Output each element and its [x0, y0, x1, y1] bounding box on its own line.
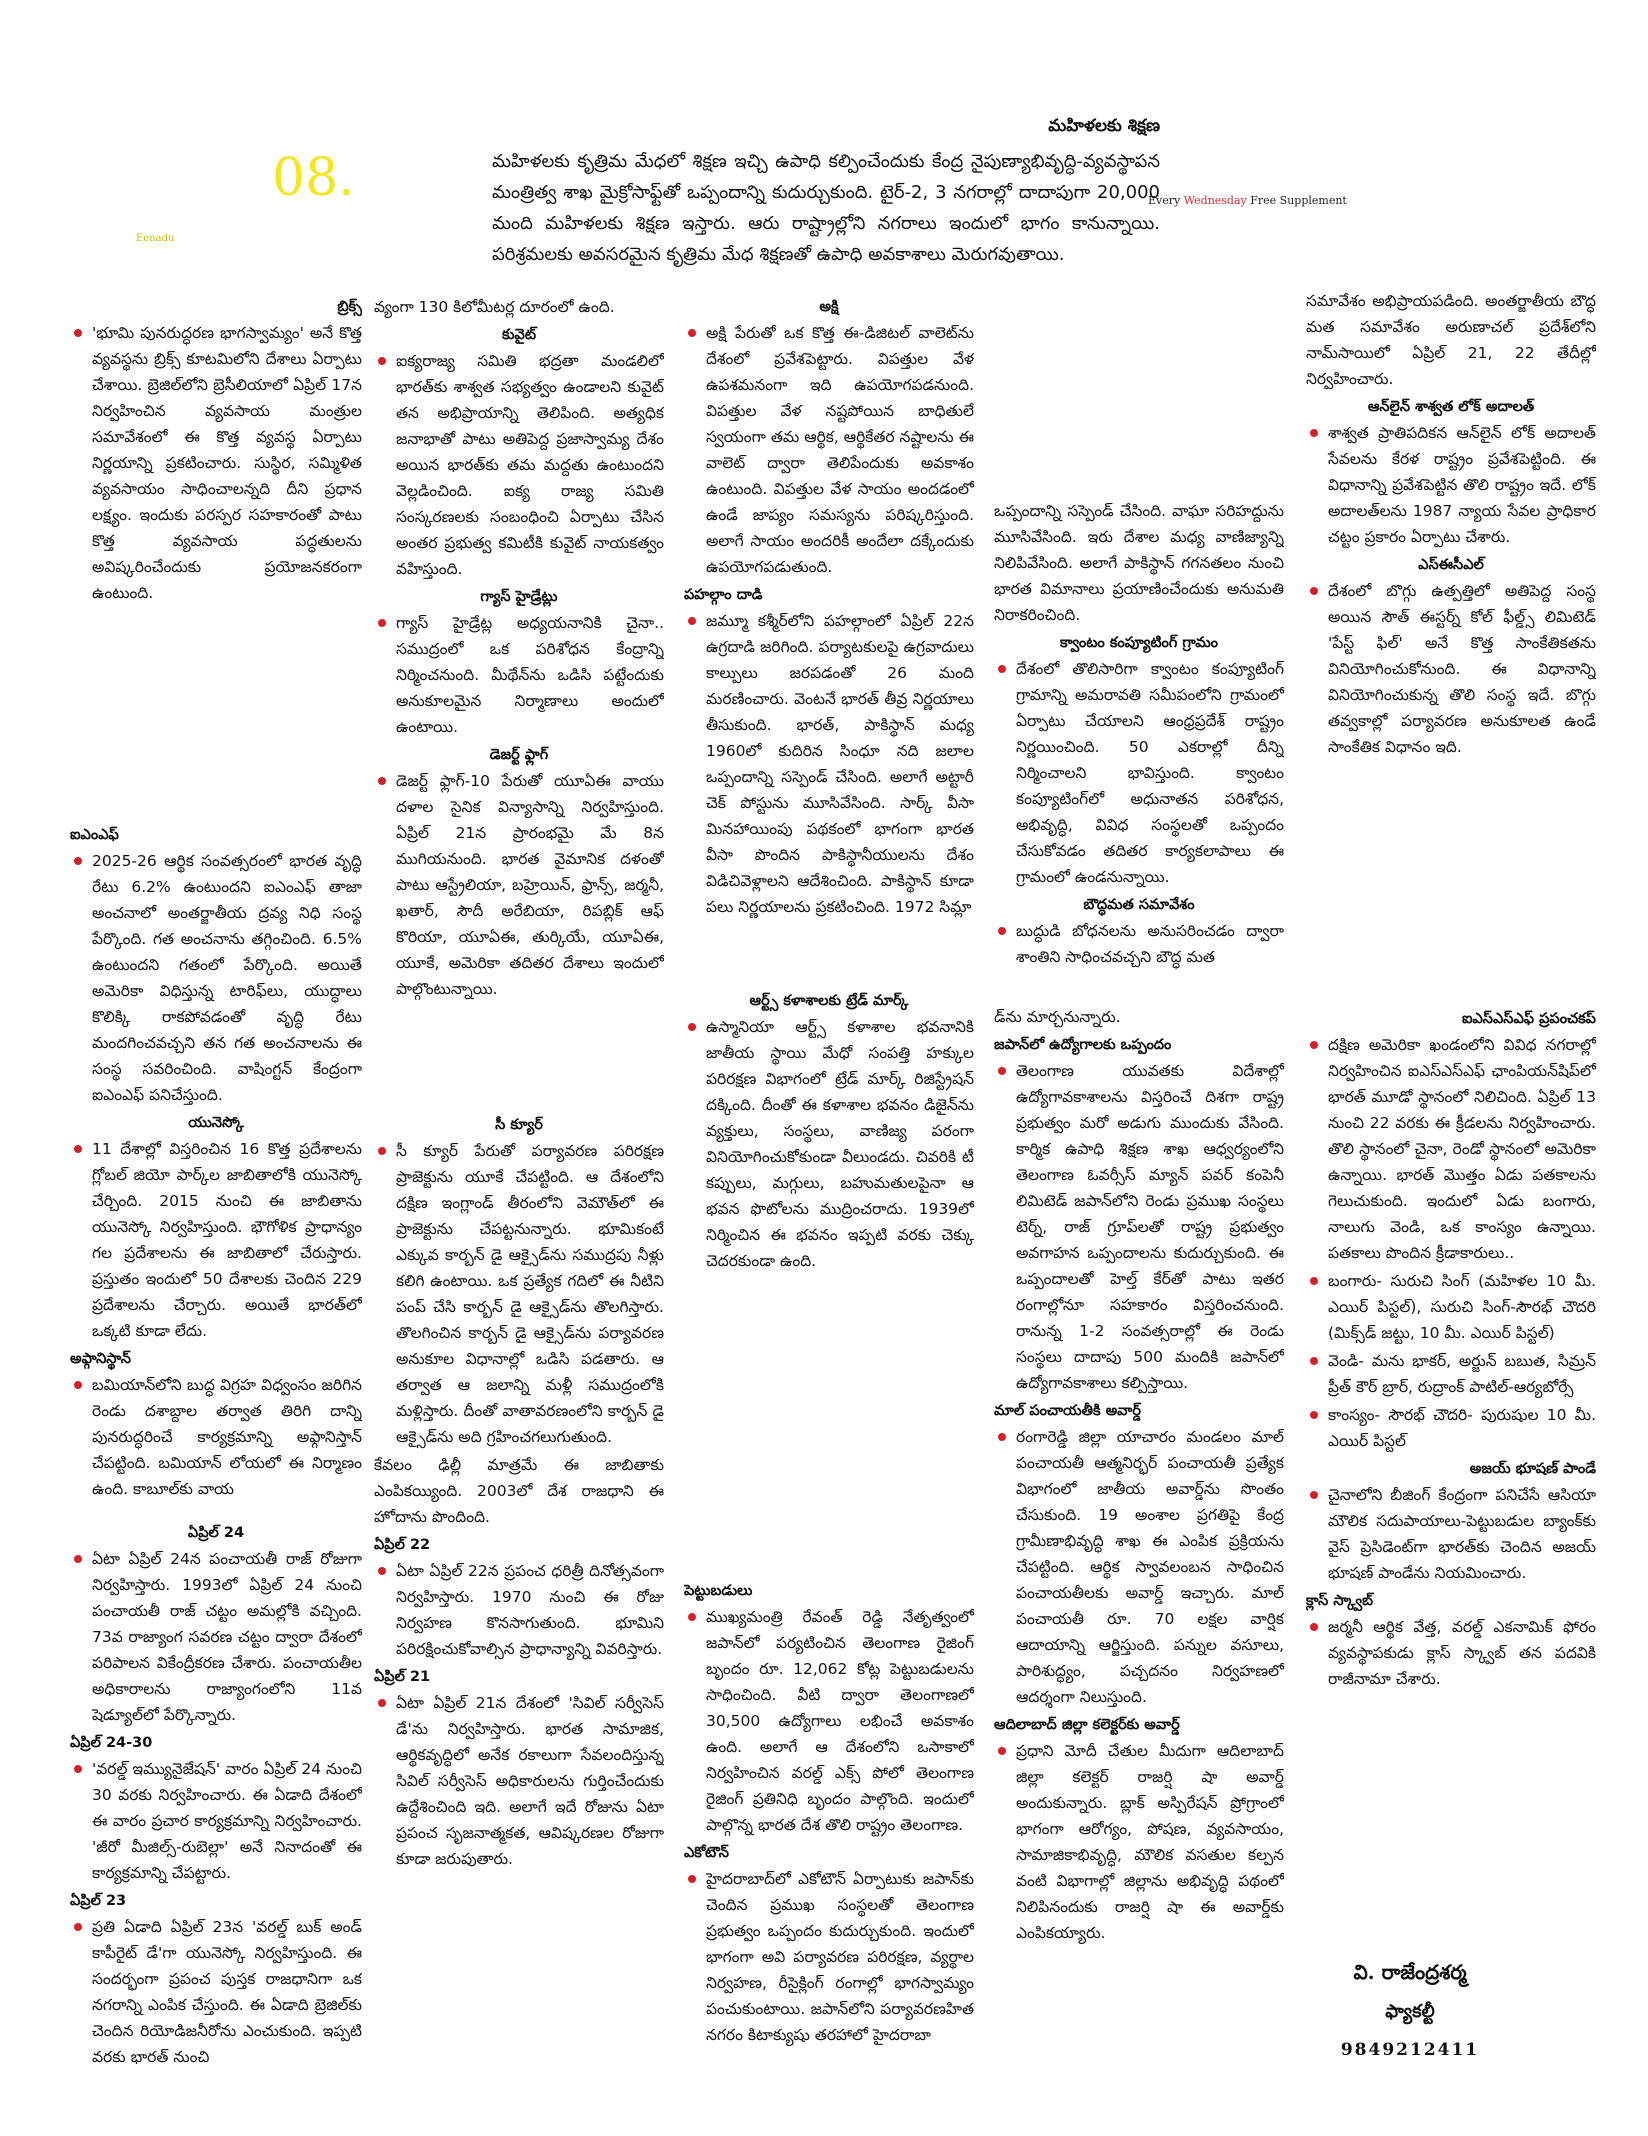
author-name: వి. రాజేంద్రశర్మ — [1353, 1960, 1467, 1984]
news-item: ముఖ్యమంత్రి రేవంత్ రెడ్డి నేతృత్వంలో జపాన్‌లో పర్యటించిన తెలంగాణ రైజింగ్ బృందం రూ. 12,062 కోట్ల పెట్టుబడులను సాధించింది. వీటి ద్వారా తెలంగాణలో 30,500 ఉద్యోగాలు లభించే అవకాశం ఉంది. అలాగే ఆ దేశంలోని ఒసాకాలో నిర్వహించిన వరల్డ్ ఎక్స్ పోలో తెలంగాణ రైజింగ్ ప్రతినిధి బృందం పాల్గొంది. ఇందులో పాల్గొన్న భారత దేశ తొలి రాష్ట్రం తెలంగాణ. — [684, 1604, 974, 1838]
supplement-suffix: Free Supplement — [1246, 194, 1347, 207]
supplement-day: Wednesday — [1183, 194, 1247, 207]
news-block-imf — [70, 822, 362, 1504]
continued-text: డ్‌ను మార్చనున్నారు. — [994, 1008, 1121, 1026]
news-item: సీ క్యూర్ పేరుతో పర్యావరణ పరిరక్షణ ప్రాజెక్టును యూకే చేపట్టింది. ఆ దేశంలోని దక్షిణ ఇంగ్లాండ్ తీరంలోని వెమౌత్‌లో ఈ ప్రాజెక్టును చేపట్టనున్నారు. భూమికంటే ఎక్కువ కార్బన్ డై ఆక్సైడ్‌ను సముద్రపు నీళ్లు కలిగి ఉంటాయి. ఒక ప్రత్యేక గదిలో ఈ నీటిని పంప్ చేసి కార్బన్ డై ఆక్సైడ్‌ను తొలగిస్తారు. తొలగించిన కార్బన్ డై ఆక్సైడ్‌ను పర్యావరణ అనుకూల విధానాల్లో ఒడిసి పడతారు. ఆ తర్వాత ఆ జలాన్ని మళ్లీ సముద్రంలోకి మళ్లిస్తారు. దీంతో వాతావరణంలోని కార్బన్ డై ఆక్సైడ్‌ను అది గ్రహించగలుగుతుంది. — [374, 1138, 664, 1450]
section-heading: మాల్ పంచాయతీకి అవార్డ్ — [994, 1403, 1141, 1419]
section-heading: యునెస్కో — [188, 1115, 244, 1131]
news-item: 2025-26 ఆర్థిక సంవత్సరంలో భారత వృద్ధి రేటు 6.2% ఉంటుందని ఐఎంఎఫ్ తాజా అంచనాలో అంతర్జాతీయ ద్రవ్య నిధి సంస్థ పేర్కొంది. గత అంచనాను తగ్గించింది. 6.5% ఉంటుందని గతంలో పేర్కొంది. అయితే అమెరికా విధిస్తున్న టారిఫ్‌లు, యుద్ధాలు కొలిక్కి రాకపోవడంతో వృద్ధి రేటు మందగించవచ్చని తన గత అంచనాలను ఈ సంస్థ సవరించింది. వాషింగ్టన్ కేంద్రంగా ఐఎంఎఫ్ పనిచేస్తుంది. — [70, 848, 362, 1108]
section-heading: ఏప్రిల్ 22 — [374, 1537, 431, 1553]
news-block-issf — [1306, 1006, 1596, 1694]
section-heading: గ్యాస్ హైడ్రేట్లు — [480, 589, 558, 605]
section-heading: ఐఎంఎఫ్ — [70, 827, 119, 843]
section-heading: బౌద్ధమత సమావేశం — [1083, 897, 1195, 913]
supplement-prefix: Every — [1148, 194, 1184, 207]
section-heading: అఫ్గానిస్థాన్ — [70, 1351, 131, 1367]
section-heading: అజయ్ భూషణ్ పాండే — [1469, 1461, 1596, 1477]
section-heading: ఆన్‌లైన్ శాశ్వత లోక్ అదాలత్ — [1367, 399, 1535, 415]
news-item: ఏటా ఏప్రిల్ 22న ప్రపంచ ధరిత్రీ దినోత్సవంగా నిర్వహిస్తారు. 1970 నుంచి ఈ రోజు నిర్వహణ కొనసాగుతుంది. భూమిని పరిరక్షించుకోవాల్సిన ప్రాధాన్యాన్ని వివరిస్తారు. — [374, 1558, 664, 1662]
news-item: ఏటా ఏప్రిల్ 24న పంచాయతీ రాజ్ రోజుగా నిర్వహిస్తారు. 1993లో ఏప్రిల్ 24 నుంచి పంచాయతీ రాజ్ చట్టం అమల్లోకి వచ్చింది. 73వ రాజ్యాంగ సవరణ చట్టం ద్వారా దేశంలో పరిపాలన వికేంద్రీకరణ చేశారు. పంచాయతీల అధికారాలను రాజ్యాంగంలోని 11వ షెడ్యూల్‌లో పేర్కొన్నారు. — [70, 1546, 362, 1728]
news-item: ఐక్యరాజ్య సమితి భద్రతా మండలిలో భారత్‌కు శాశ్వత సభ్యత్వం ఉండాలని కువైట్ తన అభిప్రాయాన్ని తెలిపింది. అత్యధిక జనాభాతో పాటు అతిపెద్ద ప్రజాస్వామ్య దేశం అయిన భారత్‌కు తమ మద్దతు ఉంటుందని వెల్లడించింది. ఐక్య రాజ్య సమితి సంస్కరణలకు సంబంధించి ఏర్పాటు చేసిన అంతర ప్రభుత్వ కమిటీకి కువైట్ నాయకత్వం వహిస్తుంది. — [374, 348, 664, 582]
news-item: దేశంలో తొలిసారిగా క్వాంటం కంప్యూటింగ్ గ్రామాన్ని అమరావతి సమీపంలోని గ్రామంలో ఏర్పాటు చేయాలని ఆంధ్రప్రదేశ్ రాష్ట్రం నిర్ణయించింది. 50 ఎకరాల్లో దీన్ని నిర్మించాలని భావిస్తుంది. క్వాంటం కంప్యూటింగ్‌లో అధునాతన పరిశోధన, అభివృద్ధి, వివిధ సంస్థలతో ఒప్పందం చేసుకోవడం తదితర కార్యకలాపాలు ఈ గ్రామంలో ఉండనున్నాయి. — [994, 656, 1284, 890]
section-heading: కువైట్ — [501, 327, 537, 343]
news-item: బుద్ధుడి బోధనలను అనుసరించడం ద్వారా శాంతిని సాధించవచ్చని బౌద్ధ మత — [994, 918, 1284, 970]
news-item: జర్మనీ ఆర్థిక వేత్త, వరల్డ్ ఎకనామిక్ ఫోరం వ్యవస్థాపకుడు క్లాస్ స్క్వాబ్ తన పదవికి రాజీనామా చేశారు. — [1306, 1614, 1596, 1692]
news-block-akshi — [684, 294, 974, 922]
continued-text: వ్యంగా 130 కిలోమీటర్ల దూరంలో ఉంది. — [374, 298, 615, 316]
section-heading: జపాన్‌లో ఉద్యోగాలకు ఒప్పందం — [994, 1037, 1172, 1053]
news-item: బంగారు- సురుచి సింగ్ (మహిళల 10 మీ. ఎయిర్ పిస్టల్), సురుచి సింగ్-సౌరభ్ చౌదరి (మిక్స్‌డ్ జట్టు, 10 మీ. ఎయిర్ పిస్టల్) — [1306, 1268, 1596, 1346]
section-heading: ఏప్రిల్ 21 — [374, 1669, 431, 1685]
news-block-investments — [684, 1578, 974, 2050]
section-heading: పహల్గాం దాడి — [684, 587, 763, 603]
masthead-tag: Eenadu — [136, 233, 175, 244]
section-heading: క్వాంటం కంప్యూటింగ్ గ్రామం — [1059, 635, 1219, 651]
news-item: హైదరాబాద్‌లో ఎకోటౌన్ ఏర్పాటుకు జపాన్‌కు చెందిన ప్రముఖ సంస్థలతో తెలంగాణ ప్రభుత్వం ఒప్పందం కుదుర్చుకుంది. ఇందులో భాగంగా అవి పర్యావరణ పరిరక్షణ, వ్యర్థాల నిర్వహణ, రీసైక్లింగ్ రంగాల్లో భాగస్వామ్యం పంచుకుంటాయి. జపాన్‌లోని పర్యావరణహిత నగరం కిటాక్యుషు తరహాలో హైదరాబా — [684, 1866, 974, 2048]
news-item: రంగారెడ్డి జిల్లా యాచారం మండలం మాల్ పంచాయతీ ఆత్మనిర్భర్ పంచాయతీ ప్రత్యేక విభాగంలో జాతీయ అవార్డ్‌ను సొంతం చేసుకుంది. 19 అంశాల ప్రగతిపై కేంద్ర గ్రామీణాభివృద్ధి శాఖ ఈ ఎంపిక ప్రక్రియను చేపట్టింది. ఆర్థిక స్వావలంబన సాధించిన పంచాయతీలకు అవార్డ్ ఇచ్చారు. మాల్ పంచాయతీ రూ. 70 లక్షల వార్షిక ఆదాయాన్ని ఆర్జిస్తుంది. పన్నుల వసూలు, పారిశుద్ధ్యం, పచ్చదనం నిర్వహణలో ఆదర్శంగా నిలుస్తుంది. — [994, 1424, 1284, 1710]
author-role: ఫ్యాకల్టీ — [1385, 2001, 1435, 2022]
section-heading: ఆదిలాబాద్ జిల్లా కలెక్టర్‌కు అవార్డ్ — [994, 1717, 1180, 1733]
news-item: డెజర్ట్ ఫ్లాగ్-10 పేరుతో యూఏఈ వాయు దళాల సైనిక విన్యాసాన్ని నిర్వహిస్తుంది. ఏప్రిల్ 21న ప్రారంభమై మే 8న ముగియనుంది. భారత వైమానిక దళంతో పాటు ఆస్ట్రేలియా, బహ్రెయిన్, ఫ్రాన్స్, జర్మనీ, ఖతార్, సౌదీ అరేబియా, రిపబ్లిక్ ఆఫ్ కొరియా, యూఏఈ, తుర్కియే, యూఏఈ, యూకే, అమెరికా తదితర దేశాలు ఇందులో పాల్గొంటున్నాయి. — [374, 768, 664, 1002]
news-item: ప్రతి ఏడాది ఏప్రిల్ 23న 'వరల్డ్ బుక్ అండ్ కాపీరైట్ డే'గా యునెస్కో నిర్వహిస్తుంది. ఈ సందర్భంగా ప్రపంచ పుస్తక రాజధానిగా ఒక నగరాన్ని ఎంపిక చేస్తుంది. ఈ ఏడాది బ్రెజిల్‌కు చెందిన రియోడిజనీరోను ఎంచుకుంది. ఇప్పటి వరకు భారత్ నుంచి — [70, 1914, 362, 2070]
news-item: ఉస్మానియా ఆర్ట్స్ కళాశాల భవనానికి జాతీయ స్థాయి మేధో సంపత్తి హక్కుల పరిరక్షణ విభాగంలో ట్రేడ్ మార్క్ రిజిస్ట్రేషన్ దక్కింది. దీంతో ఈ కళాశాల భవనం డిజైన్‌ను వ్యక్తులు, సంస్థలు, వాణిజ్య పరంగా వినియోగించుకోకుండా వీలుండదు. చివరికి టీ కప్పులు, మగ్గులు, బహుమతులపైనా ఆ భవన ఫొటోలను ముద్రించరాదు. 1939లో నిర్మించిన ఈ భవనం ఇప్పటి వరకు చెక్కు చెదరకుండా ఉంది. — [684, 1014, 974, 1274]
news-item: శాశ్వత ప్రాతిపదికన ఆన్‌లైన్ లోక్ అదాలత్ సేవలను కేరళ రాష్ట్రం ప్రవేశపెట్టింది. ఈ విధానాన్ని ప్రవేశపెట్టిన తొలి రాష్ట్రం ఇదే. లోక్ అదాలత్‌లను 1987 న్యాయ సేవల ప్రాధికార చట్టం ప్రకారం ఏర్పాటు చేశారు. — [1306, 420, 1596, 550]
news-block-sea-cure — [374, 1112, 664, 1874]
supplement-tagline — [1148, 194, 1347, 207]
news-block-arts-college — [684, 988, 974, 1276]
news-item: ఏటా ఏప్రిల్ 21న దేశంలో 'సివిల్ సర్వీసెస్ డే'ను నిర్వహిస్తారు. భారత సామాజిక, ఆర్థికవృద్ధిలో అనేక రకాలుగా సేవలందిస్తున్న సివిల్ సర్వీసెస్ అధికారులను గుర్తించేందుకు ఉద్దేశించింది ఇది. అలాగే ఇదే రోజును ఏటా ప్రపంచ సృజనాత్మకత, ఆవిష్కరణల రోజుగా కూడా జరుపుతారు. — [374, 1690, 664, 1872]
news-item: వెండి- మను భాకర్, అర్జున్ బబుత, సిమ్రన్ ప్రీత్ కౌర్ బ్రార్, రుద్రాంక్ పాటిల్-ఆర్యబోర్సే — [1306, 1348, 1596, 1400]
section-heading: ఏప్రిల్ 23 — [70, 1893, 127, 1909]
section-heading: అక్షి — [819, 299, 839, 315]
news-item: 'భూమి పునరుద్ధరణ భాగస్వామ్యం' అనే కొత్త వ్యవస్థను బ్రిక్స్ కూటమిలోని దేశాలు ఏర్పాటు చేశాయి. బ్రెజిల్‌లోని బ్రెసీలియాలో ఏప్రిల్ 17న నిర్వహించిన వ్యవసాయ మంత్రుల సమావేశంలో ఈ కొత్త వ్యవస్థ ఏర్పాటు నిర్ణయాన్ని ప్రకటించారు. సుస్థిర, సమ్మిళిత వ్యవసాయం సాధించాలన్నది దీని ప్రధాన లక్ష్యం. ఇందుకు పరస్పర సహకారంతో పాటు కొత్త వ్యవసాయ పద్ధతులను అవిష్కరించేందుకు ప్రయోజనకరంగా ఉంటుంది. — [70, 320, 362, 606]
news-item: దేశంలో బొగ్గు ఉత్పత్తిలో అతిపెద్ద సంస్థ అయిన సౌత్ ఈస్టర్న్ కోల్ ఫీల్డ్స్ లిమిటెడ్ 'పేస్ట్ ఫిల్' అనే కొత్త సాంకేతికతను వినియోగించుకోనుంది. ఈ విధానాన్ని వినియోగించుకున్న తొలి సంస్థ ఇదే. బొగ్గు తవ్వకాల్లో పర్యావరణ అనుకూలత ఉండే సాంకేతిక విధానం ఇది. — [1306, 578, 1596, 760]
section-heading: పెట్టుబడులు — [684, 1583, 753, 1599]
section-heading: ఐఎస్ఎస్ఎఫ్ ప్రపంచకప్ — [1461, 1011, 1596, 1027]
news-block-japan-jobs — [994, 1004, 1284, 1948]
section-heading: ఏప్రిల్ 24-30 — [70, 1735, 153, 1751]
news-item: కాంస్యం- సౌరభ్ చౌదరి- పురుషుల 10 మీ. ఎయిర్ పిస్టల్ — [1306, 1402, 1596, 1454]
section-heading: ఏప్రిల్ 24 — [187, 1525, 245, 1541]
news-item: గ్యాస్ హైడ్రేట్ల అధ్యయనానికి చైనా.. సముద్రంలో ఒక పరిశోధన కేంద్రాన్ని నిర్మించనుంది. మీథేన్‌ను ఒడిసి పట్టేందుకు అనుకూలమైన నిర్మాణాలు అందులో ఉంటాయి. — [374, 610, 664, 740]
news-block-quantum — [994, 498, 1284, 972]
news-item: బమియాన్‌లోని బుద్ధ విగ్రహ విధ్వంసం జరిగిన రెండు దశాబ్దాల తర్వాత తిరిగి దాన్ని పునరుద్ధరించే కార్యక్రమాన్ని అఫ్గానిస్తాన్ చేపట్టింది. బమియాన్ లోయలో ఈ నిర్మాణం ఉంది. కాబూల్‌కు వాయ — [70, 1372, 362, 1502]
continued-text: కేవలం ఢిల్లీ మాత్రమే ఈ జాబితాకు ఎంపికయ్యింది. 2003లో దేశ రాజధాని ఈ హోదాను పొందింది. — [374, 1456, 664, 1526]
news-item: చైనాలోని బీజింగ్ కేంద్రంగా పనిచేసే ఆసియా మౌలిక సదుపాయాలు-పెట్టుబడుల బ్యాంక్‌కు వైస్ ప్రెసిడెంట్‌గా భారత్‌కు చెందిన అజయ్ భూషణ్ పాండేను నియమించారు. — [1306, 1482, 1596, 1586]
news-block-lok-adalat — [1306, 288, 1596, 762]
continued-text: సమావేశం అభిప్రాయపడింది. అంతర్జాతీయ బౌద్ధ మత సమావేశం అరుణాచల్ ప్రదేశ్‌లోని నామ్‌సాయిలో ఏప్రిల్ 21, 22 తేదీల్లో నిర్వహించారు. — [1306, 292, 1596, 388]
news-item: అక్షి పేరుతో ఒక కొత్త ఈ-డిజిటల్ వాలెట్‌ను దేశంలో ప్రవేశపెట్టారు. విపత్తుల వేళ ఉపశమనంగా ఇది ఉపయోగపడనుంది. విపత్తుల వేళ నష్టపోయిన బాధితులే స్వయంగా తమ ఆర్థిక, ఆర్థికేతర నష్టాలను ఈ వాలెట్ ద్వారా తెలిపేందుకు అవకాశం ఉంటుంది. విపత్తుల వేళ సాయం అందడంలో ఉండే జాప్యం సమస్యను పరిష్కరిస్తుంది. అలాగే సాయం అందరికీ అందేలా దక్కేందుకు ఉపయోగపడుతుంది. — [684, 320, 974, 580]
section-heading: డెజర్ట్ ఫ్లాగ్ — [489, 747, 549, 763]
news-block-kuwait — [374, 294, 664, 1004]
section-heading: సీ క్యూర్ — [495, 1117, 543, 1133]
continued-text: ఒప్పందాన్ని సస్పెండ్ చేసింది. వాఘా సరిహద్దును మూసివేసింది. ఇరు దేశాల మధ్య వాణిజ్యాన్ని నిలిపివేసింది. అలాగే పాకిస్థాన్ గగనతలం నుంచి భారత విమానాలు ప్రయాణించేందుకు అనుమతి నిరాకరించింది. — [994, 502, 1284, 624]
news-item: తెలంగాణ యువతకు విదేశాల్లో ఉద్యోగావకాశాలను విస్తరించే దిశగా రాష్ట్ర ప్రభుత్వం మరో అడుగు ముందుకు వేసింది. కార్మిక ఉపాధి శిక్షణ శాఖ ఆధ్వర్యంలోని తెలంగాణ ఓవర్సీస్ మ్యాన్ పవర్ కంపెనీ లిమిటెడ్ జపాన్‌లోని రెండు ప్రముఖ సంస్థలు టెర్న్, రాజ్ గ్రూప్‌లతో రాష్ట్ర ప్రభుత్వం అవగాహన ఒప్పందాలను కుదుర్చుకుంది. ఈ ఒప్పందాలతో హెల్త్ కేర్‌తో పాటు ఇతర రంగాల్లోనూ సహకారం విస్తరించనుంది. రానున్న 1-2 సంవత్సరాల్లో ఈ రెండు సంస్థలు దాదాపు 500 మందికి జపాన్‌లో ఉద్యోగావకాశాలు కల్పిస్తాయి. — [994, 1058, 1284, 1396]
section-heading: ఎస్ఈసీఎల్ — [1418, 557, 1484, 573]
page-number: 08. — [272, 148, 355, 208]
section-heading: ఆర్ట్స్ కళాశాలకు ట్రేడ్ మార్క్ — [749, 993, 909, 1009]
news-item: ప్రధాని మోదీ చేతుల మీదుగా ఆదిలాబాద్ జిల్లా కలెక్టర్ రాజర్షి షా అవార్డ్ అందుకున్నారు. బ్లాక్ అస్పిరేషన్ ప్రోగ్రాంలో భాగంగా ఆరోగ్యం, పోషణ, వ్యవసాయం, సామాజికాభివృద్ధి, మౌలిక వసతుల కల్పన వంటి విభాగాల్లో జిల్లాను అభివృద్ధి పథంలో నిలిపినందుకు రాజర్షి షా ఈ అవార్డ్‌కు ఎంపికయ్యారు. — [994, 1738, 1284, 1946]
news-item: జమ్మూ కశ్మీర్‌లోని పహల్గాంలో ఏప్రిల్ 22న ఉగ్రదాడి జరిగింది. పర్యాటకులపై ఉగ్రవాదులు కాల్పులు జరపడంతో 26 మంది మరణించారు. వెంటనే భారత్ తీవ్ర నిర్ణయాలు తీసుకుంది. భారత్, పాకిస్థాన్ మధ్య 1960లో కుదిరిన సింధూ నది జలాల ఒప్పందాన్ని సస్పెండ్ చేసింది. అలాగే అట్టారీ చెక్ పోస్టును మూసివేసింది. సార్క్ వీసా మినహాయింపు పథకంలో భాగంగా భారత వీసా పొందిన పాకిస్థానీయులను దేశం విడిచివెళ్లాలని ఆదేశించింది. పాకిస్థాన్ కూడా పలు నిర్ణయాలను ప్రకటించింది. 1972 సిమ్లా — [684, 608, 974, 920]
news-item: 'వరల్డ్ ఇమ్యునైజేషన్' వారం ఏప్రిల్ 24 నుంచి 30 వరకు నిర్వహించారు. ఈ ఏడాది దేశంలో ఈ వారం ప్రచార కార్యక్రమాన్ని నిర్వహించారు. 'జీరో మీజిల్స్-రుబెల్లా' అనే నినాదంతో ఈ కార్యక్రమాన్ని చేపట్టారు. — [70, 1756, 362, 1886]
banner-body: మహిళలకు కృత్రిమ మేధలో శిక్షణ ఇచ్చి ఉపాధి కల్పించేందుకు కేంద్ర నైపుణ్యాభివృద్ధి-వ్యవస్థాపన మంత్రిత్వ శాఖ మైక్రోసాఫ్ట్‌తో ఒప్పందాన్ని కుదుర్చుకుంది. టైర్-2, 3 నగరాల్లో దాదాపుగా 20,000 మంది మహిళలకు శిక్షణ ఇస్తారు. ఆరు రాష్ట్రాల్లోని నగరాలు ఇందులో భాగం కానున్నాయి. పరిశ్రమలకు అవసరమైన కృత్రిమ మేధ శిక్షణతో ఉపాధి అవకాశాలు మెరుగవుతాయి. — [492, 151, 1160, 265]
section-heading: బ్రిక్స్ — [337, 299, 362, 315]
section-heading: క్లాస్ స్క్వాబ్ — [1306, 1593, 1373, 1609]
banner-title: మహిళలకు శిక్షణ — [1048, 116, 1160, 136]
news-item: 11 దేశాల్లో విస్తరించిన 16 కొత్త ప్రదేశాలను గ్లోబల్ జియో పార్క్‌ల జాబితాలోకి యునెస్కో చేర్చింది. 2015 నుంచి ఈ జాబితాను యునెస్కో నిర్వహిస్తుంది. భౌగోళిక ప్రాధాన్యం గల ప్రదేశాలను ఈ జాబితాలో చేరుస్తారు. ప్రస్తుతం ఇందులో 50 దేశాలకు చెందిన 229 ప్రదేశాలను చేర్చారు. అయితే భారత్‌లో ఒక్కటి కూడా లేదు. — [70, 1136, 362, 1344]
news-block-april-24 — [70, 1520, 362, 2072]
author-phone: 9849212411 — [1340, 2040, 1480, 2060]
news-block-brics — [70, 294, 362, 608]
author-signature — [1290, 1960, 1530, 2060]
section-heading: ఎకోటౌన్ — [684, 1845, 729, 1861]
news-item: దక్షిణ అమెరికా ఖండంలోని వివిధ నగరాల్లో నిర్వహించిన ఐఎస్ఎస్ఎఫ్ ఛాంపియన్‌షిప్‌లో భారత్ మూడో స్థానంలో నిలిచింది. ఏప్రిల్ 13 నుంచి 22 వరకు ఈ క్రీడలను నిర్వహించారు. తొలి స్థానంలో చైనా, రెండో స్థానంలో అమెరికా ఉన్నాయి. భారత్ మొత్తం ఏడు పతకాలను గెలుచుకుంది. ఇందులో ఏడు బంగారు, నాలుగు వెండి, ఒక కాంస్యం ఉన్నాయి. పతకాలు పొందిన క్రీడాకారులు.. — [1306, 1032, 1596, 1266]
